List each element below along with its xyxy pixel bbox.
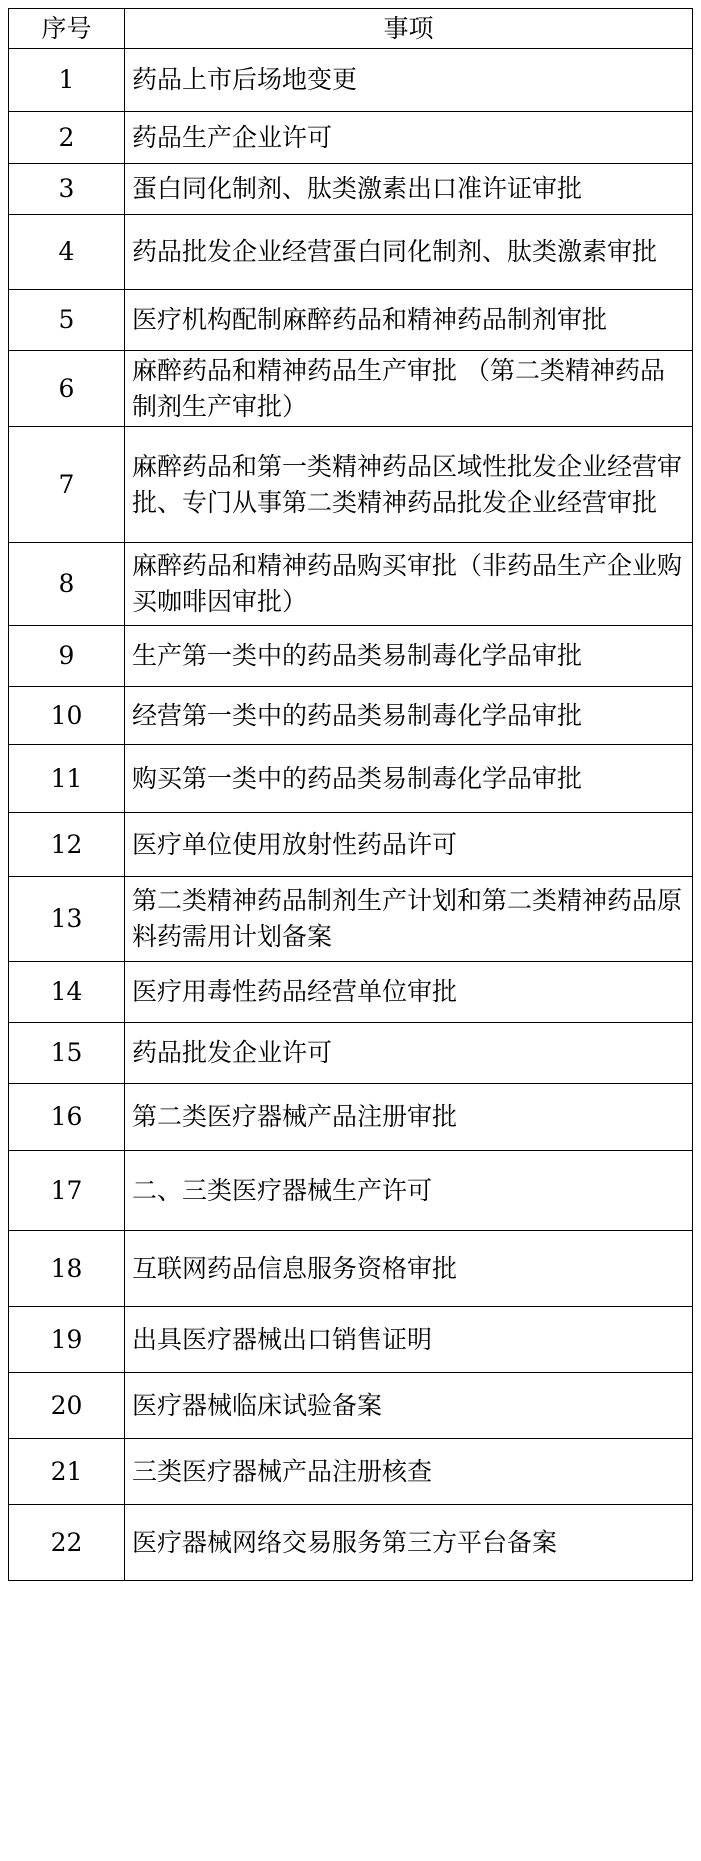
row-item: 三类医疗器械产品注册核查 [125, 1439, 693, 1505]
table-row [9, 1373, 693, 1439]
table-row [9, 745, 693, 813]
row-number: 20 [9, 1373, 125, 1439]
row-item: 药品上市后场地变更 [125, 49, 693, 112]
header-serial-number: 序号 [9, 9, 125, 49]
row-number: 14 [9, 962, 125, 1023]
row-number: 6 [9, 351, 125, 427]
row-item: 麻醉药品和第一类精神药品区域性批发企业经营审批、专门从事第二类精神药品批发企业经营审批 [125, 427, 693, 543]
table-row [9, 626, 693, 687]
table-row [9, 1439, 693, 1505]
row-number: 19 [9, 1307, 125, 1373]
row-number: 11 [9, 745, 125, 813]
table-row [9, 1151, 693, 1231]
row-item: 出具医疗器械出口销售证明 [125, 1307, 693, 1373]
row-item: 第二类精神药品制剂生产计划和第二类精神药品原料药需用计划备案 [125, 877, 693, 962]
row-number: 22 [9, 1505, 125, 1581]
table-row [9, 1023, 693, 1084]
table-header-row [9, 9, 693, 49]
table-row [9, 1505, 693, 1581]
row-number: 16 [9, 1084, 125, 1151]
row-number: 12 [9, 813, 125, 877]
table-row [9, 962, 693, 1023]
row-item: 购买第一类中的药品类易制毒化学品审批 [125, 745, 693, 813]
row-item: 二、三类医疗器械生产许可 [125, 1151, 693, 1231]
row-number: 10 [9, 687, 125, 745]
table-row [9, 49, 693, 112]
table-row [9, 164, 693, 215]
table-row [9, 290, 693, 351]
row-number: 4 [9, 215, 125, 290]
table-row [9, 1307, 693, 1373]
row-number: 1 [9, 49, 125, 112]
row-item: 医疗机构配制麻醉药品和精神药品制剂审批 [125, 290, 693, 351]
row-item: 麻醉药品和精神药品购买审批（非药品生产企业购买咖啡因审批） [125, 543, 693, 626]
row-item: 医疗器械临床试验备案 [125, 1373, 693, 1439]
table-row [9, 215, 693, 290]
row-number: 18 [9, 1231, 125, 1307]
row-item: 互联网药品信息服务资格审批 [125, 1231, 693, 1307]
table-row [9, 112, 693, 164]
row-item: 药品批发企业许可 [125, 1023, 693, 1084]
row-number: 21 [9, 1439, 125, 1505]
row-number: 8 [9, 543, 125, 626]
table-row [9, 687, 693, 745]
row-item: 生产第一类中的药品类易制毒化学品审批 [125, 626, 693, 687]
row-number: 15 [9, 1023, 125, 1084]
row-item: 第二类医疗器械产品注册审批 [125, 1084, 693, 1151]
row-number: 9 [9, 626, 125, 687]
row-number: 5 [9, 290, 125, 351]
row-number: 17 [9, 1151, 125, 1231]
header-item: 事项 [125, 9, 693, 49]
table-row [9, 813, 693, 877]
row-number: 7 [9, 427, 125, 543]
table-row [9, 1084, 693, 1151]
row-item: 医疗器械网络交易服务第三方平台备案 [125, 1505, 693, 1581]
row-item: 药品生产企业许可 [125, 112, 693, 164]
table-row [9, 351, 693, 427]
table-row [9, 427, 693, 543]
row-number: 3 [9, 164, 125, 215]
table-row [9, 877, 693, 962]
row-number: 2 [9, 112, 125, 164]
table-row [9, 1231, 693, 1307]
table-row [9, 543, 693, 626]
row-item: 医疗单位使用放射性药品许可 [125, 813, 693, 877]
items-table [8, 8, 693, 1581]
row-number: 13 [9, 877, 125, 962]
row-item: 药品批发企业经营蛋白同化制剂、肽类激素审批 [125, 215, 693, 290]
row-item: 经营第一类中的药品类易制毒化学品审批 [125, 687, 693, 745]
row-item: 麻醉药品和精神药品生产审批 （第二类精神药品制剂生产审批） [125, 351, 693, 427]
row-item: 蛋白同化制剂、肽类激素出口准许证审批 [125, 164, 693, 215]
row-item: 医疗用毒性药品经营单位审批 [125, 962, 693, 1023]
